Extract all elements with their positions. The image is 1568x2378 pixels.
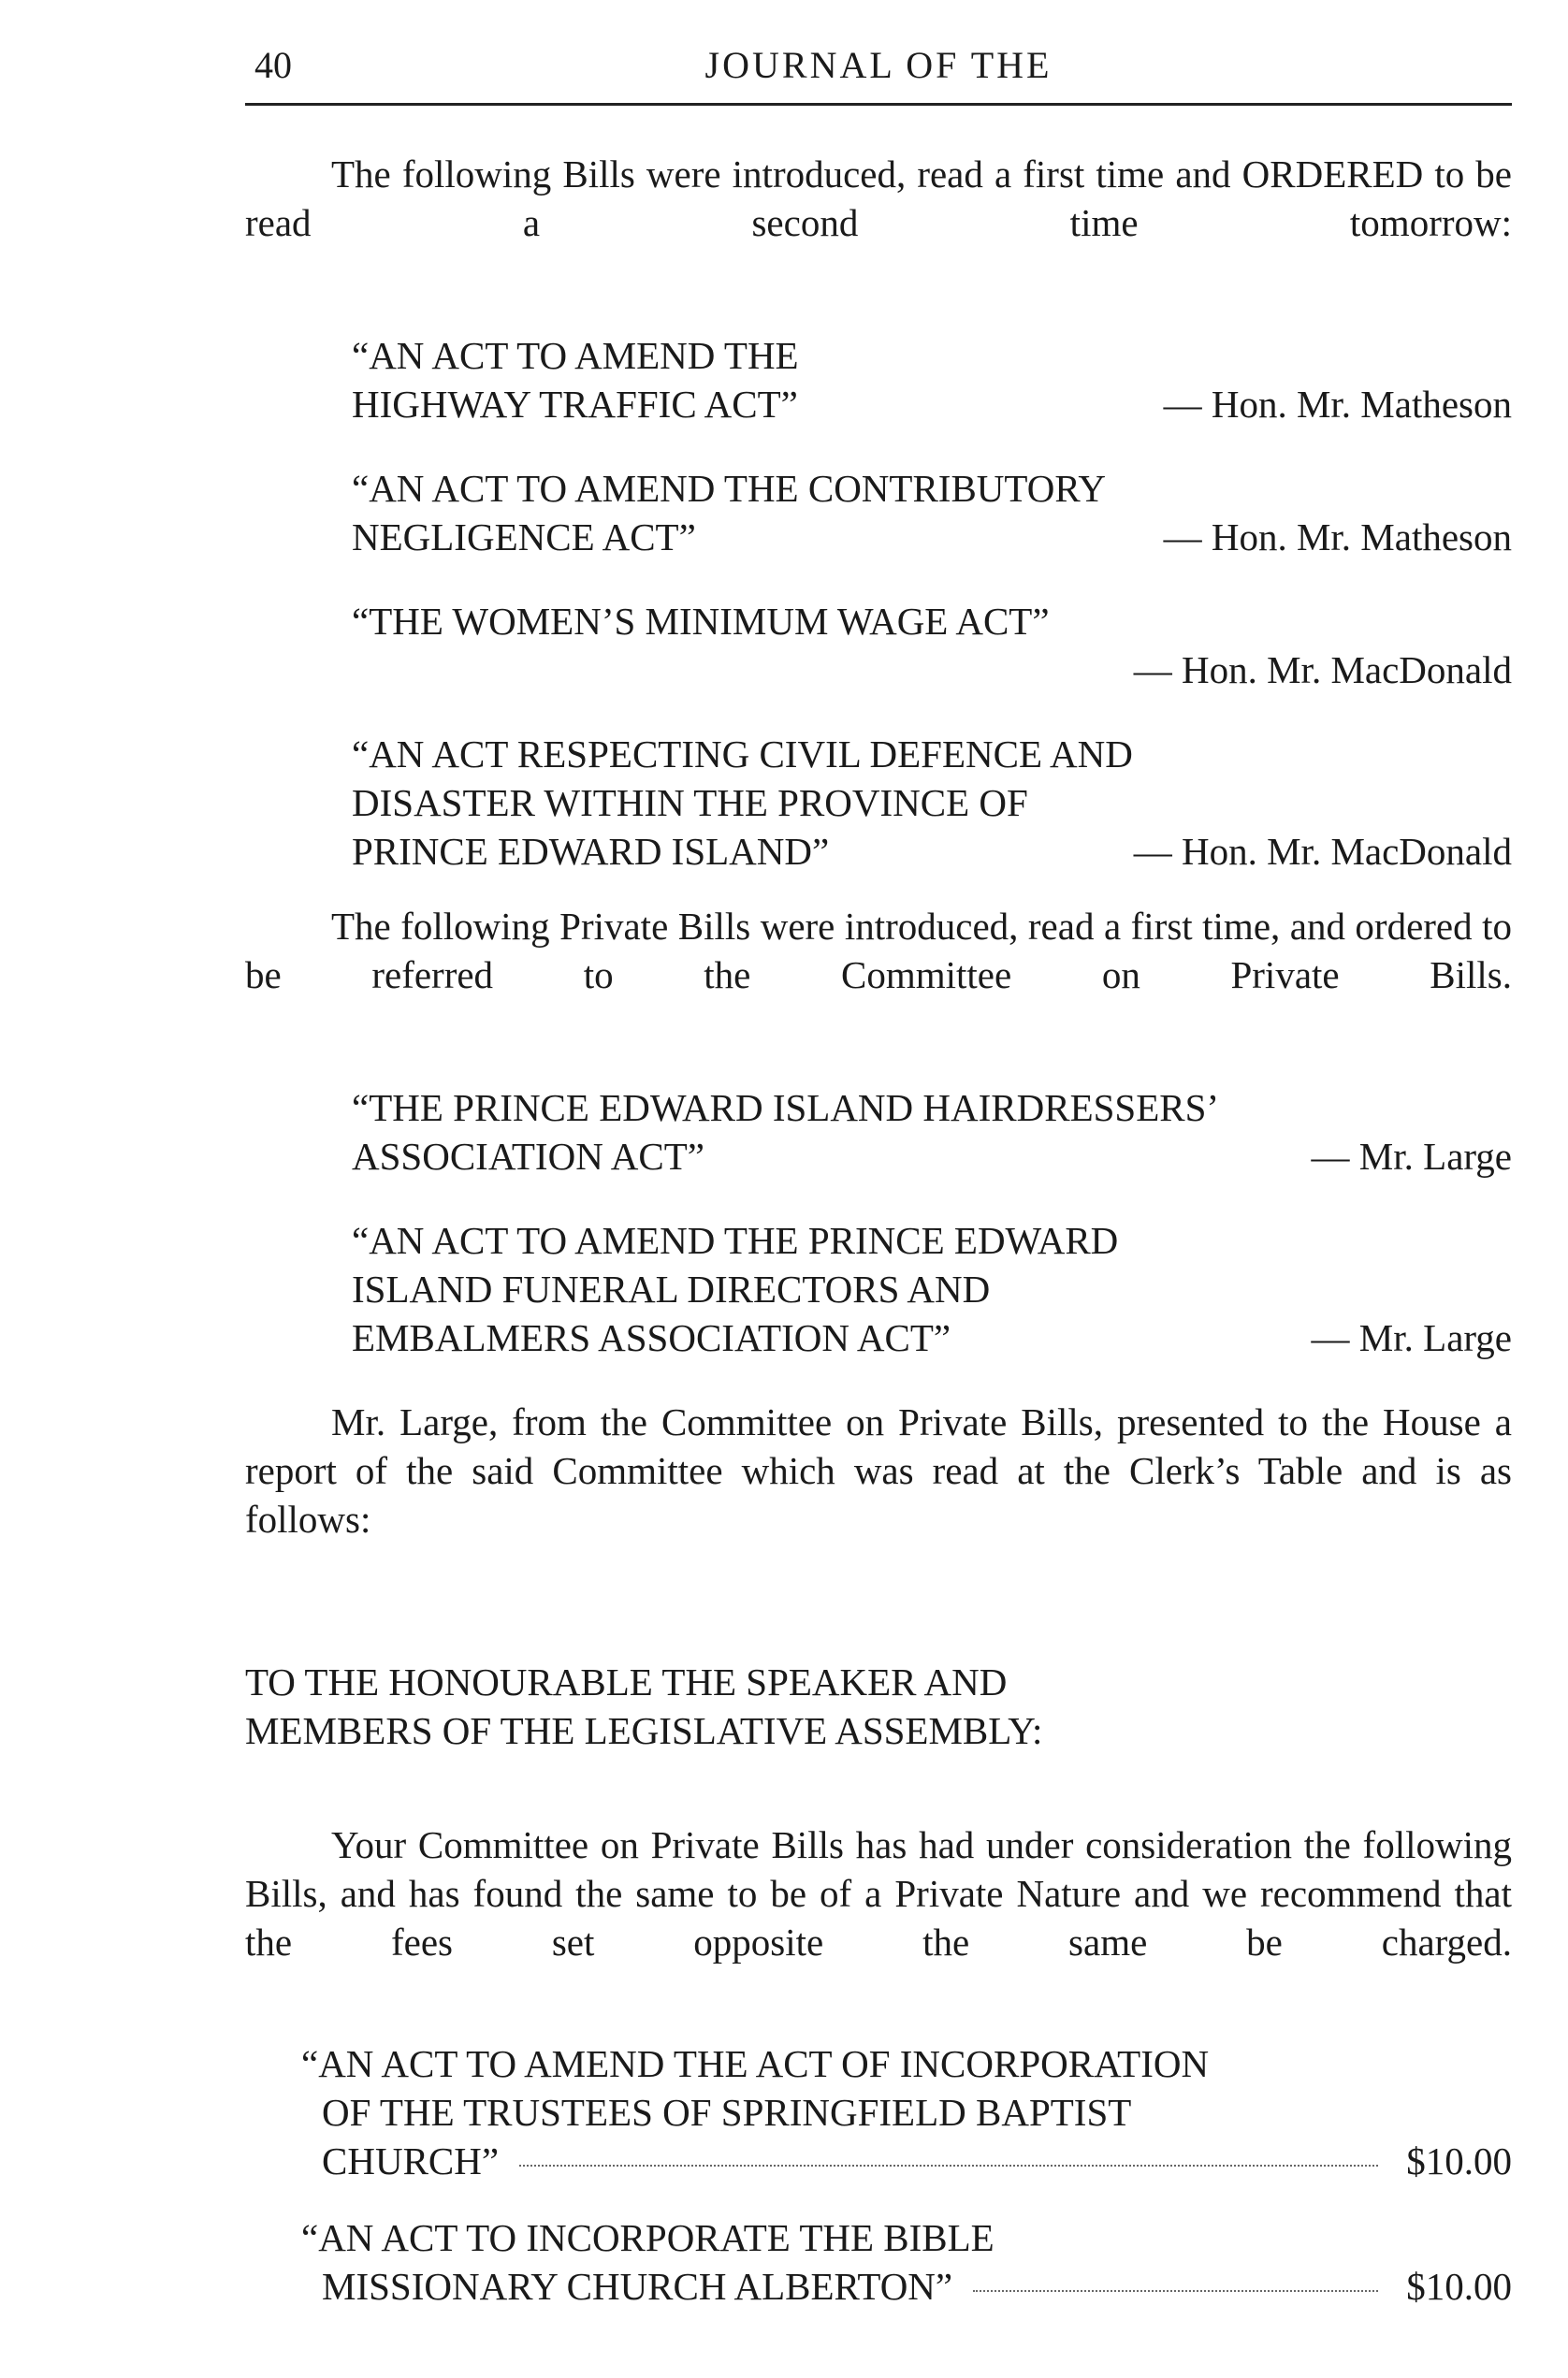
bill-title-line: “THE PRINCE EDWARD ISLAND HAIRDRESSERS’	[352, 1086, 1220, 1129]
report-body: Your Committee on Private Bills has had under consideration the following Bills, and has found the same to be of a Private Nature and we recommend that the fees set opposite the same be charged.	[245, 1823, 1512, 1964]
fee-row	[301, 2262, 1512, 2311]
bill-title-line: HIGHWAY TRAFFIC ACT”	[352, 383, 798, 426]
bill-entry	[352, 464, 1512, 561]
page-body	[245, 150, 1512, 2311]
bill-title-line: “AN ACT TO AMEND THE	[352, 334, 799, 377]
bill-sponsor: — Hon. Mr. Matheson	[1163, 515, 1512, 558]
fee-amount: $10.00	[1406, 2265, 1512, 2308]
bill-sponsor: — Hon. Mr. Matheson	[1163, 383, 1512, 426]
bill-title-line: OF THE TRUSTEES OF SPRINGFIELD BAPTIST	[322, 2091, 1132, 2134]
dot-leader	[973, 2290, 1378, 2292]
bill-title-line: EMBALMERS ASSOCIATION ACT”	[352, 1316, 951, 1359]
dot-leader	[519, 2165, 1378, 2167]
bill-entry	[352, 730, 1512, 876]
bill-title-line: ISLAND FUNERAL DIRECTORS AND	[352, 1268, 991, 1311]
fee-amount: $10.00	[1406, 2139, 1512, 2182]
bill-title-line: DISASTER WITHIN THE PROVINCE OF	[352, 781, 1028, 824]
bill-title-line: “AN ACT RESPECTING CIVIL DEFENCE AND	[352, 732, 1133, 776]
bill-title-line: CHURCH”	[322, 2139, 500, 2182]
bill-title-line: “AN ACT TO INCORPORATE THE BIBLE	[301, 2216, 995, 2259]
private-bill-entry	[352, 1083, 1512, 1181]
bill-title-line: “AN ACT TO AMEND THE ACT OF INCORPORATION	[301, 2042, 1210, 2085]
fee-bill-entry	[301, 2039, 1512, 2185]
running-title: JOURNAL OF THE	[704, 44, 1053, 86]
bill-title-line: “THE WOMEN’S MINIMUM WAGE ACT”	[352, 600, 1050, 643]
bill-sponsor: — Mr. Large	[1311, 1135, 1512, 1178]
page-header	[245, 37, 1512, 106]
address-line: TO THE HONOURABLE THE SPEAKER AND	[245, 1660, 1008, 1704]
private-bills-intro: The following Private Bills were introduced, read a first time, and ordered to be referred to the Committee on Private Bills.	[245, 905, 1512, 996]
bill-title-line: PRINCE EDWARD ISLAND”	[352, 830, 830, 873]
bill-sponsor: — Hon. Mr. MacDonald	[1133, 830, 1512, 873]
report-address	[245, 1658, 1512, 1755]
fee-row	[301, 2137, 1512, 2185]
bill-title-line: MISSIONARY CHURCH ALBERTON”	[322, 2265, 953, 2308]
bill-title-line: “AN ACT TO AMEND THE CONTRIBUTORY	[352, 467, 1107, 510]
bill-sponsor: — Hon. Mr. MacDonald	[1133, 648, 1512, 691]
bill-entry	[352, 331, 1512, 428]
bill-sponsor: — Mr. Large	[1311, 1316, 1512, 1359]
page-number: 40	[254, 44, 292, 86]
bill-entry	[352, 597, 1512, 694]
bill-title-line: “AN ACT TO AMEND THE PRINCE EDWARD	[352, 1219, 1119, 1262]
committee-report-intro: Mr. Large, from the Committee on Private Bills, presented to the House a report of the said Committee which was read at the Clerk’s Table and is as follows:	[245, 1400, 1512, 1541]
bill-title-line: NEGLIGENCE ACT”	[352, 515, 696, 558]
private-bill-entry	[352, 1216, 1512, 1362]
fee-bill-entry	[301, 2213, 1512, 2311]
address-line: MEMBERS OF THE LEGISLATIVE ASSEMBLY:	[245, 1709, 1043, 1752]
intro-paragraph: The following Bills were introduced, read a first time and ORDERED to be read a second time tomorrow:	[245, 152, 1512, 244]
bill-title-line: ASSOCIATION ACT”	[352, 1135, 704, 1178]
